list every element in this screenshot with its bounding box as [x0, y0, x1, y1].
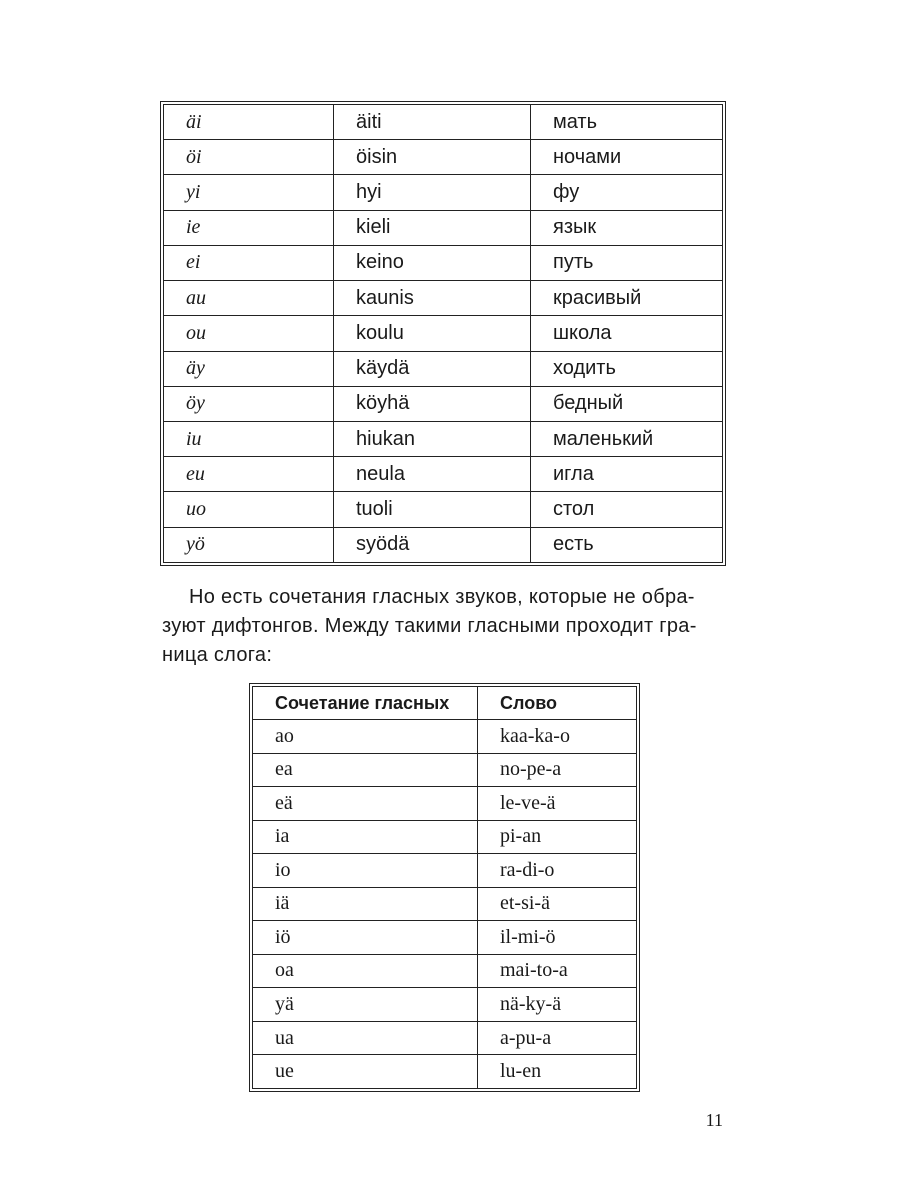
cell-word: kaunis [334, 281, 531, 316]
table-row [253, 720, 637, 754]
cell-combo: ao [253, 720, 478, 754]
cell-combo: yö [164, 527, 334, 562]
table-row [164, 421, 723, 456]
cell-word: no-pe-a [478, 753, 637, 787]
cell-combo: äy [164, 351, 334, 386]
cell-combo: eä [253, 787, 478, 821]
cell-translation: школа [531, 316, 723, 351]
cell-combo: io [253, 854, 478, 888]
cell-combo: iu [164, 421, 334, 456]
paragraph-line: Но есть сочетания гласных звуков, которые не обра- [189, 586, 695, 608]
cell-word: hyi [334, 175, 531, 210]
table-row [164, 210, 723, 245]
table-row [164, 245, 723, 280]
cell-combo: yi [164, 175, 334, 210]
cell-word: kieli [334, 210, 531, 245]
cell-combo: iä [253, 887, 478, 921]
cell-translation: ночами [531, 140, 723, 175]
table-row [253, 1055, 637, 1089]
cell-combo: ia [253, 820, 478, 854]
table-row [164, 140, 723, 175]
table-row [253, 753, 637, 787]
cell-word: kaa-ka-o [478, 720, 637, 754]
table-row [253, 854, 637, 888]
cell-word: hiukan [334, 421, 531, 456]
table-row [164, 281, 723, 316]
table-row [253, 820, 637, 854]
cell-word: tuoli [334, 492, 531, 527]
table-row [253, 954, 637, 988]
cell-combo: oa [253, 954, 478, 988]
cell-word: äiti [334, 105, 531, 140]
table-row [253, 1021, 637, 1055]
cell-word: lu-en [478, 1055, 637, 1089]
paragraph-line: ница слога: [162, 644, 273, 666]
cell-word: koulu [334, 316, 531, 351]
cell-word: mai-to-a [478, 954, 637, 988]
table-row [253, 787, 637, 821]
cell-word: köyhä [334, 386, 531, 421]
table-row [164, 386, 723, 421]
cell-word: a-pu-a [478, 1021, 637, 1055]
cell-word: käydä [334, 351, 531, 386]
cell-translation: путь [531, 245, 723, 280]
cell-word: pi-an [478, 820, 637, 854]
cell-combo: ue [253, 1055, 478, 1089]
cell-combo: yä [253, 988, 478, 1022]
table-row [253, 988, 637, 1022]
cell-word: öisin [334, 140, 531, 175]
table-row [253, 921, 637, 955]
cell-combo: ei [164, 245, 334, 280]
cell-combo: ua [253, 1021, 478, 1055]
table-row [164, 527, 723, 562]
header-word: Слово [478, 687, 637, 720]
cell-combo: iö [253, 921, 478, 955]
cell-translation: бедный [531, 386, 723, 421]
cell-word: nä-ky-ä [478, 988, 637, 1022]
page-number: 11 [705, 1110, 723, 1130]
cell-translation: игла [531, 457, 723, 492]
cell-translation: маленький [531, 421, 723, 456]
cell-combo: öi [164, 140, 334, 175]
table-row [164, 457, 723, 492]
table-row [164, 175, 723, 210]
cell-combo: äi [164, 105, 334, 140]
paragraph-text [162, 583, 724, 670]
cell-word: et-si-ä [478, 887, 637, 921]
cell-translation: мать [531, 105, 723, 140]
cell-translation: фу [531, 175, 723, 210]
table-row [164, 105, 723, 140]
paragraph-line: зуют дифтонгов. Между такими гласными проходит гра- [162, 615, 697, 637]
cell-word: il-mi-ö [478, 921, 637, 955]
table-row [164, 492, 723, 527]
cell-combo: ou [164, 316, 334, 351]
table-header-row [253, 687, 637, 720]
cell-translation: стол [531, 492, 723, 527]
diphthong-table [160, 101, 726, 566]
non-diphthong-table [249, 683, 640, 1092]
cell-word: le-ve-ä [478, 787, 637, 821]
cell-combo: au [164, 281, 334, 316]
cell-translation: красивый [531, 281, 723, 316]
header-combo: Сочетание гласных [253, 687, 478, 720]
table-row [164, 351, 723, 386]
cell-combo: öy [164, 386, 334, 421]
cell-word: keino [334, 245, 531, 280]
cell-word: neula [334, 457, 531, 492]
table-row [164, 316, 723, 351]
cell-translation: есть [531, 527, 723, 562]
cell-combo: ie [164, 210, 334, 245]
table-row [253, 887, 637, 921]
cell-combo: uo [164, 492, 334, 527]
cell-combo: ea [253, 753, 478, 787]
cell-translation: ходить [531, 351, 723, 386]
cell-combo: eu [164, 457, 334, 492]
cell-word: ra-di-o [478, 854, 637, 888]
cell-translation: язык [531, 210, 723, 245]
cell-word: syödä [334, 527, 531, 562]
